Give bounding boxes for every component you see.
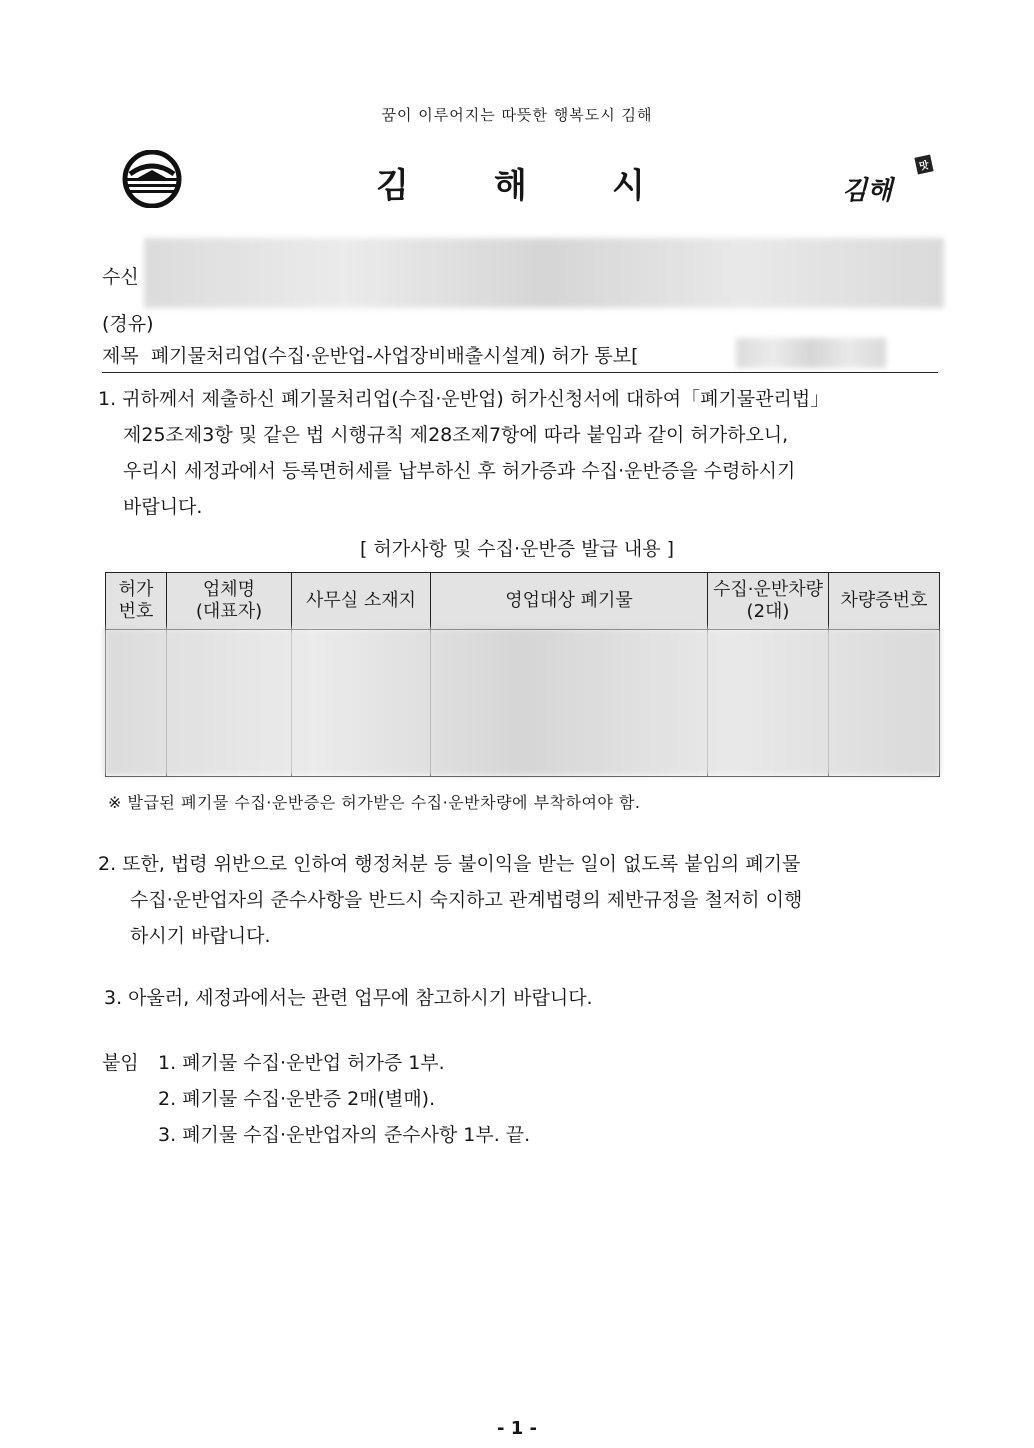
paragraph-2: [98, 846, 940, 954]
table-header: 사무실 소재지: [292, 573, 431, 630]
attachment-item: 3. 폐기물 수집·운반업자의 준수사항 1부. 끝.: [158, 1124, 531, 1146]
brand-logo: [832, 156, 942, 208]
subject-text: 폐기물처리업(수집·운반업-사업장비배출시설계) 허가 통보[: [150, 345, 639, 367]
attachment-item: 2. 폐기물 수집·운반증 2매(별매).: [158, 1088, 436, 1110]
recipient-redaction: [144, 238, 944, 308]
title-char: 시: [612, 166, 645, 206]
paragraph-1-line: 제25조제3항 및 같은 법 시행규칙 제28조제7항에 따라 붙임과 같이 허가하오니,: [123, 424, 789, 446]
subject-redaction: [736, 338, 886, 368]
paragraph-1: [98, 381, 940, 525]
paragraph-1-line: 우리시 세정과에서 등록면허세를 납부하신 후 허가증과 수집·운반증을 수령하시기: [123, 460, 796, 482]
subject-rule: [102, 372, 938, 373]
table-note: ※ 발급된 폐기물 수집·운반증은 허가받은 수집·운반차량에 부착하여야 함.: [108, 793, 641, 812]
table-header: 수집·운반차량 (2대): [708, 573, 829, 630]
brand-logo-text: 김해: [842, 176, 893, 206]
via-label: (경유): [102, 313, 154, 335]
attachment-label: 붙임: [102, 1052, 139, 1074]
recipient-label: 수신: [102, 266, 139, 288]
subject-label: 제목: [102, 345, 139, 367]
attachment-item: 1. 폐기물 수집·운반업 허가증 1부.: [158, 1052, 445, 1074]
document-title: [376, 158, 652, 207]
table-redaction: [104, 628, 940, 776]
title-char: 해: [494, 166, 527, 206]
paragraph-1-line: 1. 귀하께서 제출하신 폐기물처리업(수집·운반업) 허가신청서에 대하여「폐기물관리법」: [98, 388, 830, 410]
table-header: 영업대상 폐기물: [431, 573, 708, 630]
page-number: - 1 -: [497, 1418, 537, 1439]
slogan: 꿈이 이루어지는 따뜻한 행복도시 김해: [381, 106, 653, 124]
paragraph-1-line: 바랍니다.: [123, 496, 203, 518]
table-title: [ 허가사항 및 수집·운반증 발급 내용 ]: [359, 538, 675, 560]
paragraph-2-line: 수집·운반업자의 준수사항을 반드시 숙지하고 관계법령의 제반규정을 철저히 이행: [130, 889, 803, 911]
subject-line: [102, 341, 639, 368]
table-header: 차량증번호: [829, 573, 940, 630]
paragraph-2-line: 2. 또한, 법령 위반으로 인하여 행정처분 등 불이익을 받는 일이 없도록 붙임의 폐기물: [98, 853, 801, 875]
table-header: 업체명 (대표자): [167, 573, 292, 630]
title-char: 김: [376, 166, 409, 206]
paragraph-3: 3. 아울러, 세정과에서는 관련 업무에 참고하시기 바랍니다.: [104, 987, 593, 1009]
paragraph-2-line: 하시기 바랍니다.: [130, 925, 271, 947]
gimhae-emblem-icon: [120, 150, 184, 208]
brand-logo-flag: 맛: [915, 155, 934, 175]
table-header-row: [106, 573, 940, 630]
table-header: 허가 번호: [106, 573, 167, 630]
